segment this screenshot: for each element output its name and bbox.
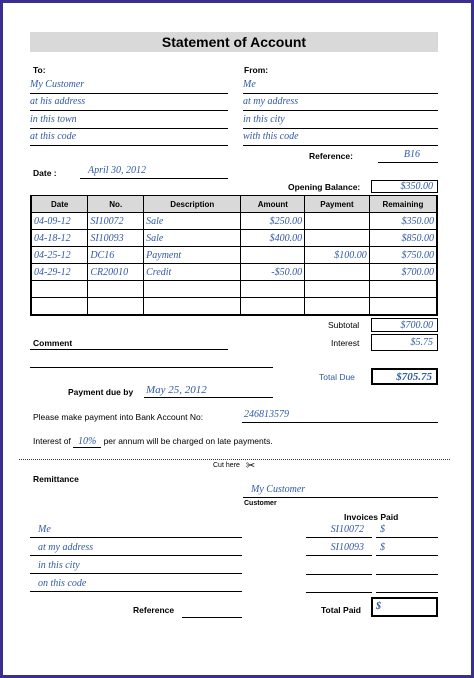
to-line-2[interactable]: at his address: [30, 96, 228, 111]
invoice-paid-amount-4[interactable]: [376, 578, 438, 593]
interest-rate-value[interactable]: 10%: [73, 436, 101, 448]
col-remaining-header: Remaining: [369, 196, 437, 213]
cell-payment[interactable]: $100.00: [305, 247, 370, 264]
subtotal-label: Subtotal: [328, 320, 360, 330]
cell-no[interactable]: SI10093: [88, 230, 144, 247]
reference-value[interactable]: B16: [378, 149, 438, 163]
invoice-paid-no-1[interactable]: SI10072: [306, 524, 372, 538]
remittance-from-line-2[interactable]: at my address: [30, 542, 242, 556]
opening-balance-label: Opening Balance:: [288, 182, 361, 192]
page-title: Statement of Account: [30, 32, 438, 52]
total-paid-label: Total Paid: [321, 605, 361, 615]
cell-description[interactable]: [144, 298, 241, 316]
from-line-2[interactable]: at my address: [243, 96, 438, 111]
remittance-customer-label: Customer: [244, 500, 277, 507]
subtotal-value[interactable]: $700.00: [371, 318, 438, 332]
comment-label: Comment: [33, 338, 73, 348]
from-line-1[interactable]: Me: [243, 79, 438, 94]
cell-payment[interactable]: [305, 264, 370, 281]
payment-due-label: Payment due by: [68, 387, 134, 397]
statement-table: [30, 195, 438, 316]
cell-description[interactable]: [144, 281, 241, 298]
cell-remaining[interactable]: $350.00: [369, 213, 437, 230]
col-date-header: Date: [31, 196, 88, 213]
to-label: To:: [33, 65, 46, 75]
remittance-label: Remittance: [33, 474, 79, 484]
cut-line: [19, 459, 450, 460]
to-line-4[interactable]: at this code: [30, 131, 228, 146]
table-row: [31, 264, 437, 281]
table-row: [31, 247, 437, 264]
total-due-value[interactable]: $705.75: [371, 368, 438, 385]
cell-amount[interactable]: $250.00: [241, 213, 305, 230]
cell-date[interactable]: [31, 298, 88, 316]
remittance-from-line-1[interactable]: Me: [30, 524, 242, 538]
from-line-3[interactable]: in this city: [243, 114, 438, 129]
scissors-icon: ✂: [246, 460, 256, 472]
table-header-row: [31, 196, 437, 213]
cell-no[interactable]: SI10072: [88, 213, 144, 230]
cell-no[interactable]: CR20010: [88, 264, 144, 281]
invoice-paid-amount-1[interactable]: $: [376, 524, 438, 538]
remittance-from-line-3[interactable]: in this city: [30, 560, 242, 574]
cell-description[interactable]: Sale: [144, 230, 241, 247]
cell-remaining[interactable]: [369, 298, 437, 316]
cell-payment[interactable]: [305, 230, 370, 247]
bank-label: Please make payment into Bank Account No:: [33, 412, 204, 422]
cell-description[interactable]: Credit: [144, 264, 241, 281]
comment-line-1[interactable]: [30, 349, 228, 350]
cell-amount[interactable]: [241, 281, 305, 298]
table-row: [31, 298, 437, 316]
cell-description[interactable]: Payment: [144, 247, 241, 264]
reference-label: Reference:: [309, 151, 353, 161]
interest-note: [33, 436, 273, 448]
invoice-paid-amount-3[interactable]: [376, 560, 438, 575]
invoice-paid-no-2[interactable]: SI10093: [306, 542, 372, 556]
interest-note-prefix: Interest of: [33, 436, 71, 446]
col-no-header: No.: [88, 196, 144, 213]
interest-label: Interest: [331, 338, 360, 348]
to-line-3[interactable]: in this town: [30, 114, 228, 129]
cell-amount[interactable]: [241, 247, 305, 264]
invoice-paid-no-3[interactable]: [306, 560, 372, 575]
from-label: From:: [244, 65, 269, 75]
total-paid-value[interactable]: $: [371, 597, 438, 617]
table-row: [31, 281, 437, 298]
table-row: [31, 213, 437, 230]
total-due-label: Total Due: [319, 372, 355, 382]
payment-due-value[interactable]: May 25, 2012: [144, 384, 273, 398]
cell-date[interactable]: 04-25-12: [31, 247, 88, 264]
cell-date[interactable]: 04-18-12: [31, 230, 88, 247]
cell-amount[interactable]: $400.00: [241, 230, 305, 247]
cell-amount[interactable]: [241, 298, 305, 316]
remittance-from-line-4[interactable]: on this code: [30, 578, 242, 592]
date-label: Date :: [33, 168, 57, 178]
cell-no[interactable]: DC16: [88, 247, 144, 264]
invoices-paid-label: Invoices Paid: [344, 512, 399, 522]
col-description-header: Description: [144, 196, 241, 213]
cell-no[interactable]: [88, 298, 144, 316]
cut-here-label: Cut here: [213, 462, 240, 469]
cell-remaining[interactable]: $850.00: [369, 230, 437, 247]
cell-amount[interactable]: -$50.00: [241, 264, 305, 281]
cell-no[interactable]: [88, 281, 144, 298]
cell-payment[interactable]: [305, 213, 370, 230]
bank-account-value[interactable]: 246813579: [242, 409, 438, 423]
cell-remaining[interactable]: $750.00: [369, 247, 437, 264]
remittance-reference-field[interactable]: [182, 603, 242, 618]
col-payment-header: Payment: [305, 196, 370, 213]
cell-description[interactable]: Sale: [144, 213, 241, 230]
date-value[interactable]: April 30, 2012: [80, 165, 228, 179]
invoice-paid-no-4[interactable]: [306, 578, 372, 593]
interest-note-suffix: per annum will be charged on late payments.: [103, 436, 273, 446]
cell-date[interactable]: [31, 281, 88, 298]
comment-line-2[interactable]: [30, 367, 273, 368]
remittance-customer-value[interactable]: My Customer: [243, 484, 438, 498]
cell-date[interactable]: 04-09-12: [31, 213, 88, 230]
cell-remaining[interactable]: [369, 281, 437, 298]
cell-date[interactable]: 04-29-12: [31, 264, 88, 281]
col-amount-header: Amount: [241, 196, 305, 213]
to-line-1[interactable]: My Customer: [30, 79, 228, 94]
cell-remaining[interactable]: $700.00: [369, 264, 437, 281]
interest-value[interactable]: $5.75: [371, 334, 438, 351]
from-line-4[interactable]: with this code: [243, 131, 438, 146]
opening-balance-value[interactable]: $350.00: [371, 180, 438, 193]
cell-payment[interactable]: [305, 298, 370, 316]
invoice-paid-amount-2[interactable]: $: [376, 542, 438, 556]
remittance-reference-label: Reference: [133, 605, 175, 615]
table-row: [31, 230, 437, 247]
cell-payment[interactable]: [305, 281, 370, 298]
